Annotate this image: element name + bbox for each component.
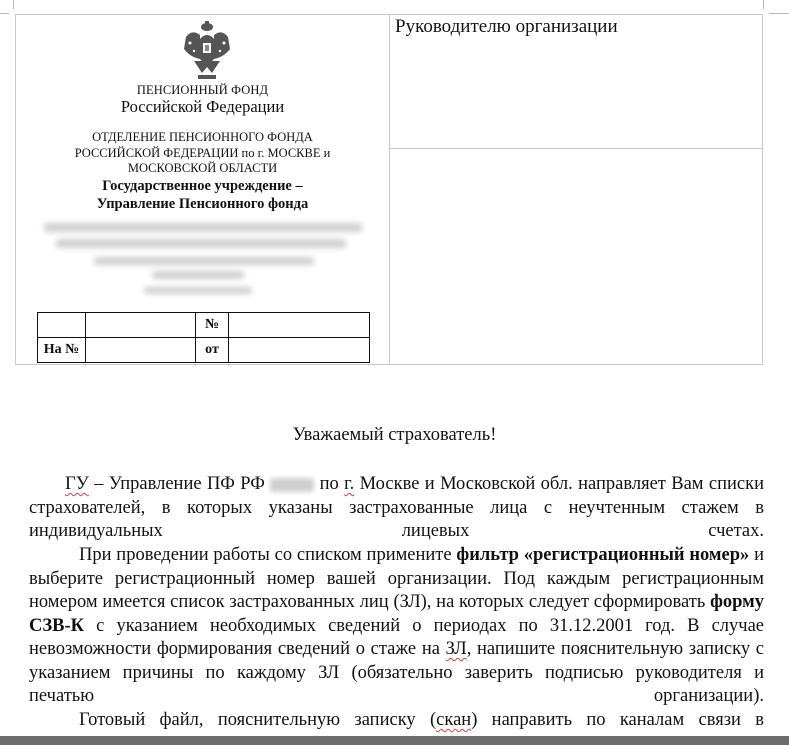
window-bottom-edge bbox=[0, 736, 789, 745]
p3-text-1: Готовый файл, пояснительную записку ( bbox=[79, 710, 437, 730]
p2-text-2: и выберите регистрационный номер вашей организации. Под каждым регистрационным номером имеется список застрахованных лиц (ЗЛ), на которых следует сформировать bbox=[29, 545, 764, 612]
redacted-branch-number bbox=[270, 478, 314, 492]
crop-guide-left-h bbox=[0, 13, 9, 14]
p3-text-2: ) направить по каналам связи в bbox=[471, 710, 764, 730]
letterhead-divider-horizontal bbox=[390, 148, 763, 149]
number-label: № bbox=[195, 313, 229, 338]
p2-text-4: , напишите пояснительную записку с указанием причины по каждому ЗЛ (обязательно заверить подписью руководителя и печатью организации). bbox=[29, 639, 764, 706]
crop-guide-right-h bbox=[769, 13, 789, 14]
p1-text-2: по bbox=[314, 474, 345, 494]
redacted-line-2 bbox=[56, 239, 346, 248]
department-name bbox=[16, 130, 389, 177]
from-label: от bbox=[195, 338, 229, 363]
p2-filter: фильтр «регистрационный номер» bbox=[456, 545, 750, 565]
p2-form: форму СЗВ-К bbox=[29, 592, 764, 636]
institution-name bbox=[16, 177, 389, 213]
reply-to-label: На № bbox=[38, 338, 86, 363]
p3-scan: скан bbox=[436, 710, 472, 730]
outgoing-date-field[interactable] bbox=[85, 313, 195, 338]
outgoing-number-field[interactable] bbox=[229, 313, 370, 338]
crop-guide-right bbox=[763, 0, 764, 9]
paragraph-1 bbox=[29, 473, 764, 544]
institution-line-1: Государственное учреждение – bbox=[102, 178, 303, 194]
redacted-line-1 bbox=[44, 223, 362, 232]
reply-to-number-field[interactable] bbox=[85, 338, 195, 363]
department-line-1: ОТДЕЛЕНИЕ ПЕНСИОННОГО ФОНДА bbox=[92, 130, 313, 144]
reply-to-date-field[interactable] bbox=[229, 338, 370, 363]
letterhead-table bbox=[15, 14, 763, 365]
fund-name-small: ПЕНСИОННЫЙ ФОНД bbox=[136, 83, 269, 97]
paragraph-3 bbox=[29, 709, 764, 733]
department-line-3: МОСКОВСКОЙ ОБЛАСТИ bbox=[127, 161, 278, 175]
reference-table bbox=[37, 312, 370, 363]
p2-zl: ЗЛ bbox=[445, 639, 467, 659]
institution-line-2: Управление Пенсионного фонда bbox=[96, 196, 309, 212]
redacted-line-4 bbox=[152, 271, 244, 279]
department-line-2: РОССИЙСКОЙ ФЕДЕРАЦИИ по г. МОСКВЕ и bbox=[74, 145, 331, 160]
crop-guide-left bbox=[13, 0, 14, 9]
p1-gu: ГУ bbox=[65, 474, 89, 494]
greeting: Уважаемый страхователь! bbox=[292, 425, 497, 445]
fund-name-rf: Российской Федерации bbox=[120, 97, 285, 116]
recipient: Руководителю организации bbox=[395, 16, 618, 37]
letterhead-left-cell bbox=[16, 15, 389, 364]
p1-city-abbr: г. bbox=[344, 474, 355, 494]
p2-text-3: с указанием необходимых сведений о периодах по 31.12.2001 год. В случае невозможности формирования сведений о стаже на bbox=[29, 615, 764, 659]
p2-text-1: При проведении работы со списком примените bbox=[79, 545, 457, 565]
ref-cell-empty bbox=[38, 313, 86, 338]
russian-emblem-icon bbox=[178, 17, 236, 83]
redacted-line-5 bbox=[144, 287, 252, 294]
paragraph-2 bbox=[29, 544, 764, 709]
letterhead-divider-vertical bbox=[389, 15, 390, 364]
redacted-line-3 bbox=[94, 257, 314, 265]
p1-text-3: Москве и Московской обл. направляет Вам списки страхователей, в которых указаны застрахованные лица с неучтенным стажем в индивидуальных лицевых счетах. bbox=[29, 474, 764, 541]
p1-text-1: – Управление ПФ РФ bbox=[88, 474, 271, 494]
